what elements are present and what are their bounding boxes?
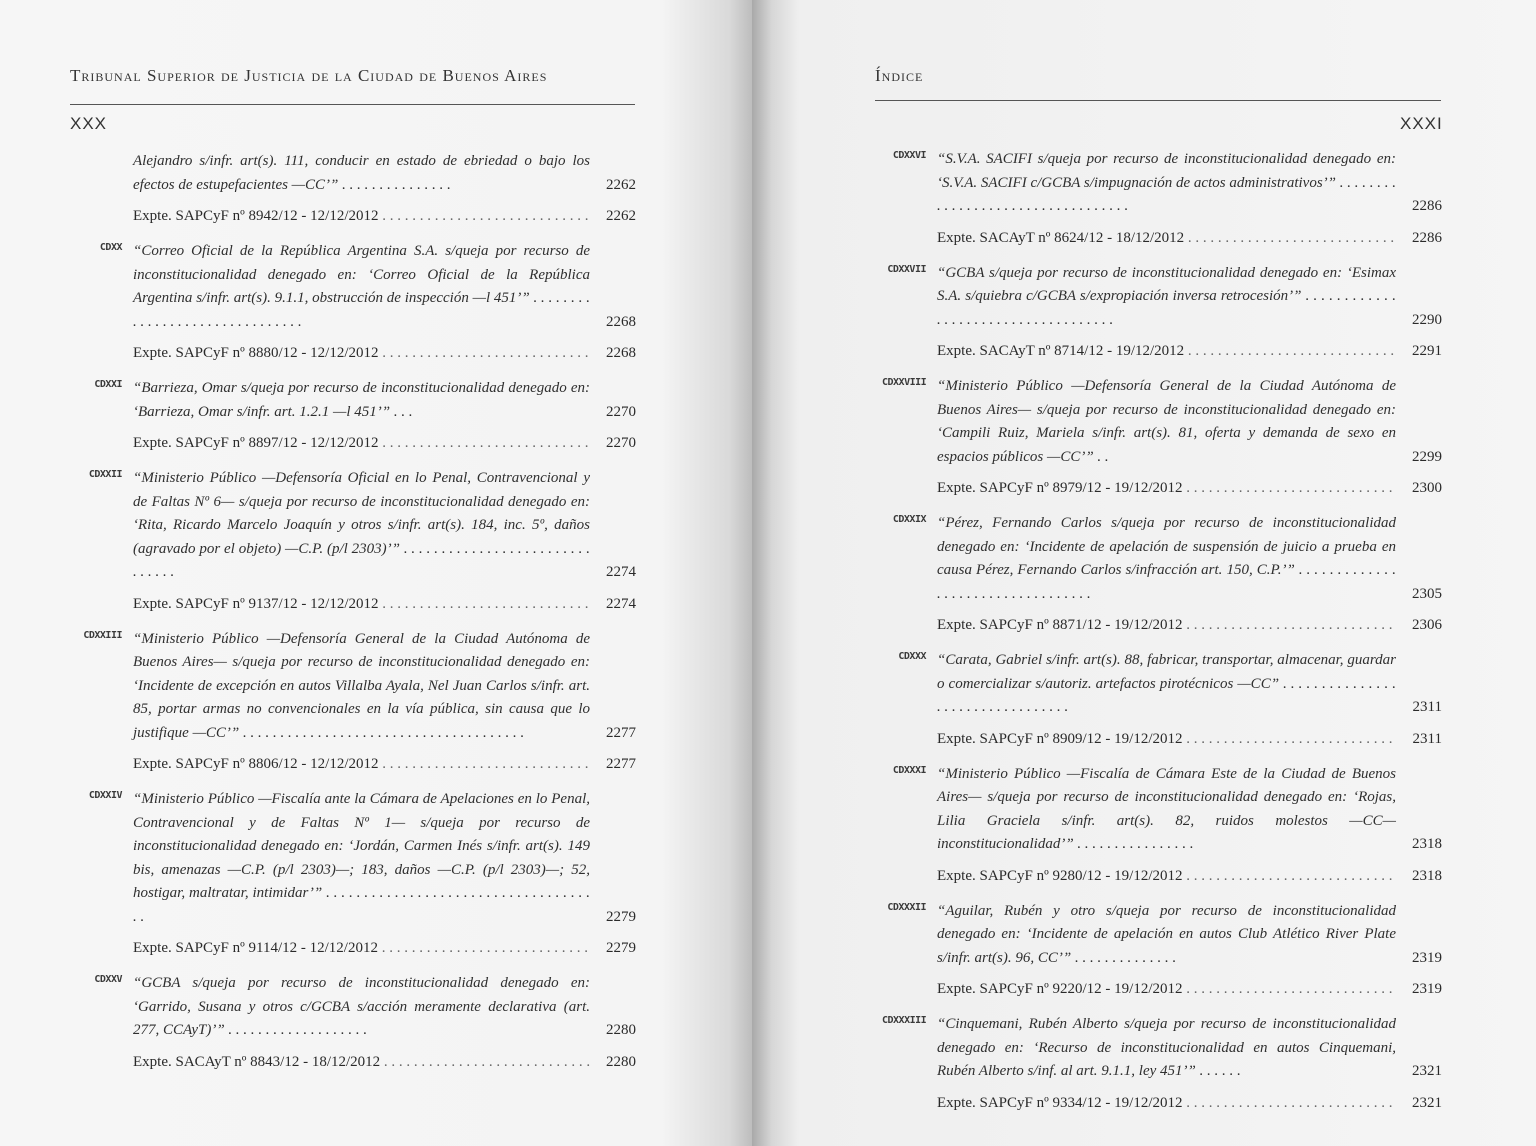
index-entry [882,763,1442,888]
expte-page-number: 2300 [1412,480,1442,496]
expte-page-number: 2268 [606,345,636,361]
entry-page-number: 2299 [1412,448,1442,465]
entry-page-number: 2277 [606,724,636,741]
expte-reference: Expte. SAPCyF nº 8909/12 - 19/12/2012 . . . [937,728,1396,751]
entry-title: “Ministerio Público —Defensoría Oficial en lo Penal, Contravencional y de Faltas Nº 6— s/queja por recurso de inconstitucionalidad denegado en: ‘Rita, Ricardo Marcelo Joaquín y otros s/infr. art(s). 184, inc. 5º, daños (agravado por el objeto) —C.P. (p/l 2303)’” . . . . . . . . . . . . . . . . . . . . . . . . . . . . . . . [133,470,590,580]
entry-title: “Ministerio Público —Defensoría General de la Ciudad Autónoma de Buenos Aires— s/queja por recurso de inconstitucionalidad denegado en: ‘Campili Ruiz, Mariela s/infr. art(s). 81, oferta y demanda de sexo en espacios públicos —CC’” . . [937,378,1396,465]
entry-page-number: 2318 [1412,836,1442,852]
entry-title: “GCBA s/queja por recurso de inconstitucionalidad denegado en: ‘Garrido, Susana y otros c/GCBA s/acción meramente declarativa (art. 277, CCAyT)’” . . . . . . . . . . . . . . . . . . . [133,975,590,1038]
expte-reference: Expte. SAPCyF nº 9334/12 - 19/12/2012 . . . [937,1092,1396,1115]
expte-reference: Expte. SAPCyF nº 9220/12 - 19/12/2012 . . . [937,978,1396,1001]
entry-title: “Aguilar, Rubén y otro s/queja por recurso de inconstitucionalidad denegado en: ‘Incidente de apelación en autos Club Atlético River Plate s/infr. art(s). 96, CC’” . . . . . . . . . . . . . . [937,902,1396,966]
header-rule [875,100,1441,101]
expte-page-number: 2280 [606,1053,636,1070]
entry-page-number: 2279 [606,908,636,925]
entry-numeral: CDXXX [898,651,926,662]
expte-reference: Expte. SAPCyF nº 8942/12 - 12/12/2012 . . . [133,205,590,228]
entry-title: “Barrieza, Omar s/queja por recurso de inconstitucionalidad denegado en: ‘Barrieza, Omar s/infr. art. 1.2.1 —l 451’” . . . [133,380,590,420]
entry-numeral: CDXXV [94,974,122,985]
entry-title: “Correo Oficial de la República Argentina S.A. s/queja por recurso de inconstitucionalidad denegado en: ‘Correo Oficial de la República Argentina s/infr. art(s). 9.1.1, obstrucción de inspección —l 451’” . . . . . . . . . . . . . . . . . . . . . . . . . . . . . . . [133,243,590,330]
entry-numeral: CDXXXI [892,764,926,776]
entry-title: “Ministerio Público —Fiscalía de Cámara Este de la Ciudad de Buenos Aires— s/queja por recurso de inconstitucionalidad denegado en: ‘Rojas, Lilia Graciela s/infr. art(s). 82, ruidos molestos —CC— inconstitucionalidad’” . . . . . . . . . . . . . . . . [937,765,1396,852]
expte-page-number: 2306 [1412,617,1442,633]
expte-page-number: 2274 [606,595,636,612]
expte-page-number: 2286 [1412,229,1442,246]
entry-title: “Pérez, Fernando Carlos s/queja por recurso de inconstitucionalidad denegado en: ‘Incidente de apelación de suspensión de juicio a prueba en causa Pérez, Fernando Carlos s/infracción art. 150, C.P.’” . . . . . . . . . . . . . . . . . . . . . . . . . . . . . . . . . . [937,515,1396,602]
entry-title: “Ministerio Público —Fiscalía ante la Cámara de Apelaciones en lo Penal, Contravencional y de Faltas Nº 1— s/queja por recurso de inconstitucionalidad denegado en: ‘Jordán, Carmen Inés s/infr. art(s). 149 bis, amenazas —C.P. (p/l 2303)—; 183, daños —C.P. (p/l 2303)—; 52, hostigar, maltratar, intimidar’” . . . . . . . . . . . . . . . . . . . . . . . . . . . . . . . . . . . . . [133,791,590,925]
expte-page-number: 2319 [1412,981,1442,997]
entry-page-number: 2321 [1412,1063,1442,1079]
entry-page-number: 2262 [606,176,636,193]
index-entry [882,375,1442,500]
entry-title: “S.V.A. SACIFI s/queja por recurso de inconstitucionalidad denegado en: ‘S.V.A. SACIFI c/GCBA s/impugnación de actos administrativos’” . . . . . . . . . . . . . . . . . . . . . . . . . . . . . . . . . . [937,151,1397,214]
entry-numeral: CDXXIV [88,790,122,801]
entry-title: “Cinquemani, Rubén Alberto s/queja por recurso de inconstitucionalidad denegado en: ‘Recurso de inconstitucionalidad en autos Cinquemani, Rubén Alberto s/inf. al art. 9.1.1, ley 451’” . . . . . . [937,1016,1396,1079]
header-rule [70,104,635,105]
expte-reference: Expte. SACAyT nº 8843/12 - 18/12/2012 . . . [133,1051,590,1074]
index-entry [882,512,1442,637]
entry-page-number: 2274 [606,564,636,580]
right-page [752,0,1536,1146]
index-entry [882,1013,1442,1115]
expte-page-number: 2291 [1412,343,1442,359]
expte-page-number: 2270 [606,435,636,451]
index-entry [882,262,1442,364]
index-entry [78,972,636,1074]
index-entry [78,788,636,960]
entry-page-number: 2305 [1412,585,1442,602]
entry-numeral: CDXXXII [887,901,926,913]
expte-reference: Expte. SAPCyF nº 9137/12 - 12/12/2012 . . . [133,593,590,616]
expte-page-number: 2321 [1412,1094,1442,1111]
index-entries [78,150,636,1086]
entry-page-number: 2268 [606,313,636,330]
index-entry [78,150,636,228]
expte-reference: Expte. SAPCyF nº 8871/12 - 19/12/2012 . . . [937,614,1396,637]
entry-numeral: CDXXVIII [882,377,927,388]
entry-numeral: CDXXVII [887,263,926,275]
expte-reference: Expte. SAPCyF nº 8880/12 - 12/12/2012 . . . [133,342,590,365]
expte-reference: Expte. SAPCyF nº 9280/12 - 19/12/2012 . . . [937,865,1396,888]
expte-page-number: 2279 [606,940,636,956]
page-folio: XXXI [1400,114,1443,133]
expte-reference: Expte. SAPCyF nº 8979/12 - 19/12/2012 . . . [937,477,1396,500]
entry-page-number: 2280 [606,1022,636,1038]
expte-reference: Expte. SAPCyF nº 8897/12 - 12/12/2012 . . . [133,432,590,455]
page-folio: XXX [70,114,108,133]
expte-page-number: 2262 [606,208,636,224]
entry-page-number: 2311 [1412,699,1442,715]
entry-page-number: 2319 [1412,949,1442,966]
entry-page-number: 2290 [1412,311,1442,328]
entry-numeral: CDXXII [88,469,122,480]
expte-page-number: 2311 [1412,730,1442,747]
entry-title: “GCBA s/queja por recurso de inconstitucionalidad denegado en: ‘Esimax S.A. s/quiebra c/GCBA s/expropiación inversa retrocesión’” . . . . . . . . . . . . . . . . . . . . . . . . . . . . . . . . . . . . [937,264,1396,328]
expte-page-number: 2318 [1412,867,1442,884]
index-entry [882,649,1442,751]
entry-page-number: 2286 [1412,198,1442,214]
entry-title: Alejandro s/infr. art(s). 111, conducir en estado de ebriedad o bajo los efectos de estupefacientes —CC’” . . . . . . . . . . . . . . . [133,153,590,193]
entry-numeral: CDXX [99,242,122,253]
index-entry [78,377,636,455]
index-entry [882,148,1442,250]
running-head: Índice [875,66,924,85]
expte-page-number: 2277 [606,756,636,772]
index-entry [78,628,636,777]
index-entry [78,467,636,616]
expte-reference: Expte. SAPCyF nº 8806/12 - 12/12/2012 . . . [133,753,590,776]
entry-title: “Ministerio Público —Defensoría General de la Ciudad Autónoma de Buenos Aires— s/queja por recurso de inconstitucionalidad denegado en: ‘Incidente de excepción en autos Villalba Ayala, Nel Juan Carlos s/infr. art. 85, portar armas no convencionales en la vía pública, sin causa que lo justifique —CC’” . . . . . . . . . . . . . . . . . . . . . . . . . . . . . . . . . . . . . . [133,630,590,741]
entry-numeral: CDXXVI [892,150,926,161]
expte-reference: Expte. SACAyT nº 8714/12 - 19/12/2012 . . . [937,340,1396,363]
expte-reference: Expte. SACAyT nº 8624/12 - 18/12/2012 . . . [937,227,1396,250]
index-entry [78,240,636,365]
expte-reference: Expte. SAPCyF nº 9114/12 - 12/12/2012 . . . [133,937,590,960]
entry-numeral: CDXXIX [892,514,926,525]
running-head: Tribunal Superior de Justicia de la Ciudad de Buenos Aires [70,66,548,85]
entry-numeral: CDXXXIII [882,1015,927,1026]
entry-numeral: CDXXI [94,379,122,390]
entry-numeral: CDXXIII [83,629,122,641]
index-entry [882,900,1442,1002]
entry-title: “Carata, Gabriel s/infr. art(s). 88, fabricar, transportar, almacenar, guardar o comercializar s/autoriz. artefactos pirotécnicos —CC” . . . . . . . . . . . . . . . . . . . . . . . . . . . . . . . . . [937,652,1396,715]
left-page [0,0,752,1146]
index-entries [882,148,1442,1127]
entry-page-number: 2270 [606,403,636,420]
